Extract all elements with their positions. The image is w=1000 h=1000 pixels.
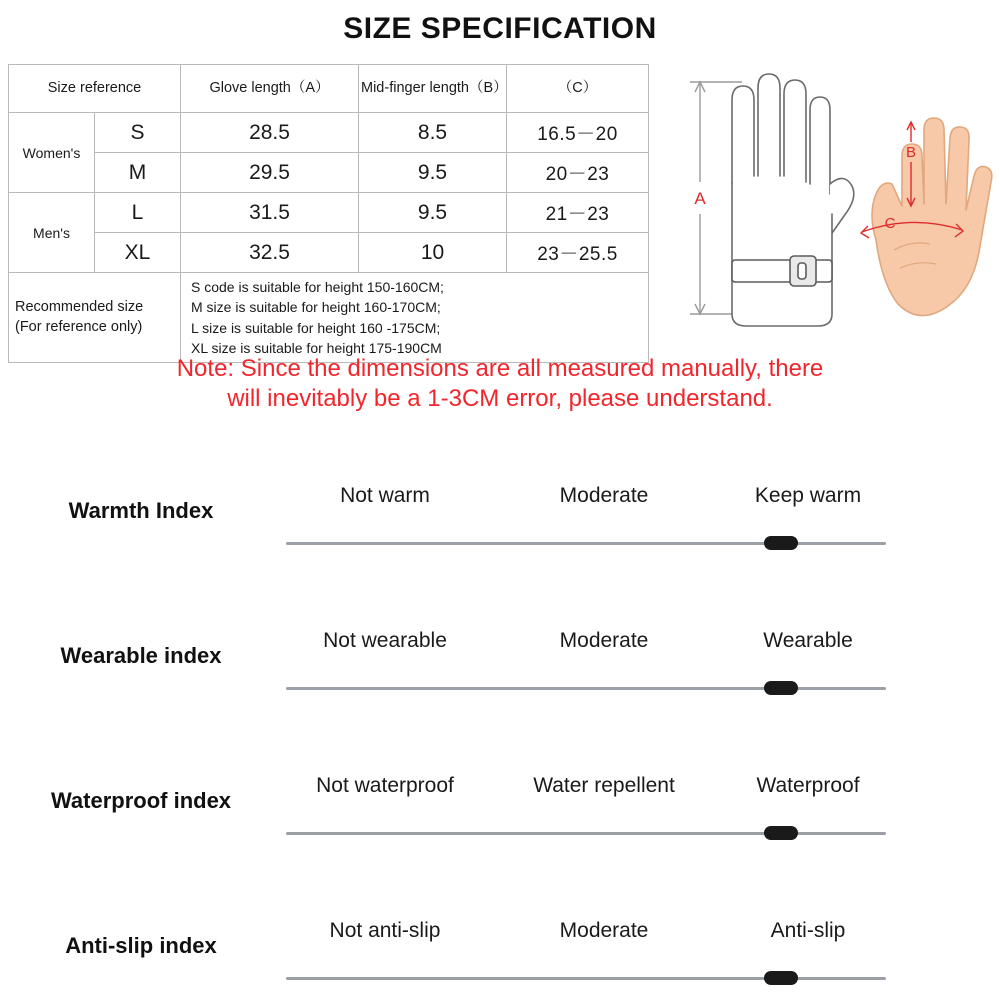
size-letter: XL xyxy=(95,233,181,273)
recommended-line: S code is suitable for height 150-160CM; xyxy=(191,279,444,295)
index-row-warmth xyxy=(0,470,1000,615)
size-letter: M xyxy=(95,153,181,193)
label-c: C xyxy=(884,215,896,232)
index-scale xyxy=(286,484,886,574)
scale-knob[interactable] xyxy=(764,536,798,550)
index-row-wearable xyxy=(0,615,1000,760)
recommended-size-label xyxy=(9,273,181,363)
glove-hand-illustration xyxy=(662,64,994,344)
scale-labels xyxy=(286,919,886,963)
scale-level-mid: Moderate xyxy=(559,919,649,942)
index-scale xyxy=(286,919,886,1000)
scale-level-high: Waterproof xyxy=(756,774,860,797)
measurement-diagram xyxy=(662,64,994,344)
size-letter: L xyxy=(95,193,181,233)
recommended-line: M size is suitable for height 160-170CM; xyxy=(191,299,441,316)
scale-labels xyxy=(286,484,886,528)
glove-length-value: 32.5 xyxy=(181,233,359,273)
scale-level-mid: Moderate xyxy=(559,629,649,652)
scale-labels xyxy=(286,629,886,673)
glove-length-value: 29.5 xyxy=(181,153,359,193)
page-title: SIZE SPECIFICATION xyxy=(343,12,657,45)
note-line-1: Note: Since the dimensions are all measured manually, there xyxy=(176,355,824,382)
index-row-waterproof xyxy=(0,760,1000,905)
label-b: B xyxy=(905,144,917,161)
c-value: 20－23 xyxy=(507,153,649,193)
scale-level-high: Wearable xyxy=(763,629,853,652)
scale-level-high: Anti-slip xyxy=(770,919,846,942)
glove-strap xyxy=(732,256,832,286)
scale-level-mid: Water repellent xyxy=(533,774,675,797)
header-glove-length: Glove length（A） xyxy=(181,65,359,113)
index-scale xyxy=(286,774,886,864)
label-a: A xyxy=(694,189,706,208)
index-scale xyxy=(286,629,886,719)
scale-level-low: Not waterproof xyxy=(316,774,454,797)
scale-level-high: Keep warm xyxy=(754,484,862,507)
table-row xyxy=(9,193,649,233)
glove-length-value: 31.5 xyxy=(181,193,359,233)
mid-finger-length-value: 9.5 xyxy=(359,193,507,233)
mid-finger-length-value: 9.5 xyxy=(359,153,507,193)
scale-level-mid: Moderate xyxy=(559,484,649,507)
table-row xyxy=(9,113,649,153)
c-value: 23－25.5 xyxy=(507,233,649,273)
recommended-label-line2: (For reference only) xyxy=(15,318,143,335)
note-line-2: will inevitably be a 1-3CM error, please understand. xyxy=(227,385,773,412)
index-row-antislip xyxy=(0,905,1000,1000)
recommended-size-text xyxy=(181,273,649,363)
mid-finger-length-value: 8.5 xyxy=(359,113,507,153)
table-row xyxy=(9,153,649,193)
scale-labels xyxy=(286,774,886,818)
index-section xyxy=(0,470,1000,1000)
table-row xyxy=(9,233,649,273)
index-label: Wearable index xyxy=(60,643,222,668)
scale-level-low: Not wearable xyxy=(323,629,447,652)
recommended-label-line1: Recommended size xyxy=(15,299,144,316)
index-label: Warmth Index xyxy=(68,498,214,523)
scale-knob[interactable] xyxy=(764,971,798,985)
header-c: （C） xyxy=(507,65,649,113)
recommended-size-row xyxy=(9,273,649,363)
mid-finger-length-value: 10 xyxy=(359,233,507,273)
measurement-note xyxy=(0,354,1000,414)
header-size-reference: Size reference xyxy=(9,65,181,113)
group-label-womens: Women's xyxy=(9,113,95,193)
scale-knob[interactable] xyxy=(764,826,798,840)
size-letter: S xyxy=(95,113,181,153)
index-label: Anti-slip index xyxy=(65,933,217,958)
header-mid-finger-length: Mid-finger length（B） xyxy=(359,65,507,113)
table-header-row xyxy=(9,65,649,113)
group-label-mens: Men's xyxy=(9,193,95,273)
c-value: 16.5－20 xyxy=(507,113,649,153)
c-value: 21－23 xyxy=(507,193,649,233)
specification-area xyxy=(0,54,1000,412)
recommended-line: L size is suitable for height 160 -175CM; xyxy=(191,319,441,336)
scale-knob[interactable] xyxy=(764,681,798,695)
glove-length-value: 28.5 xyxy=(181,113,359,153)
index-label: Waterproof index xyxy=(50,788,232,813)
scale-level-low: Not warm xyxy=(340,484,430,507)
recommended-line: XL size is suitable for height 175-190CM xyxy=(191,339,442,356)
scale-level-low: Not anti-slip xyxy=(329,919,441,942)
size-table xyxy=(8,64,649,363)
